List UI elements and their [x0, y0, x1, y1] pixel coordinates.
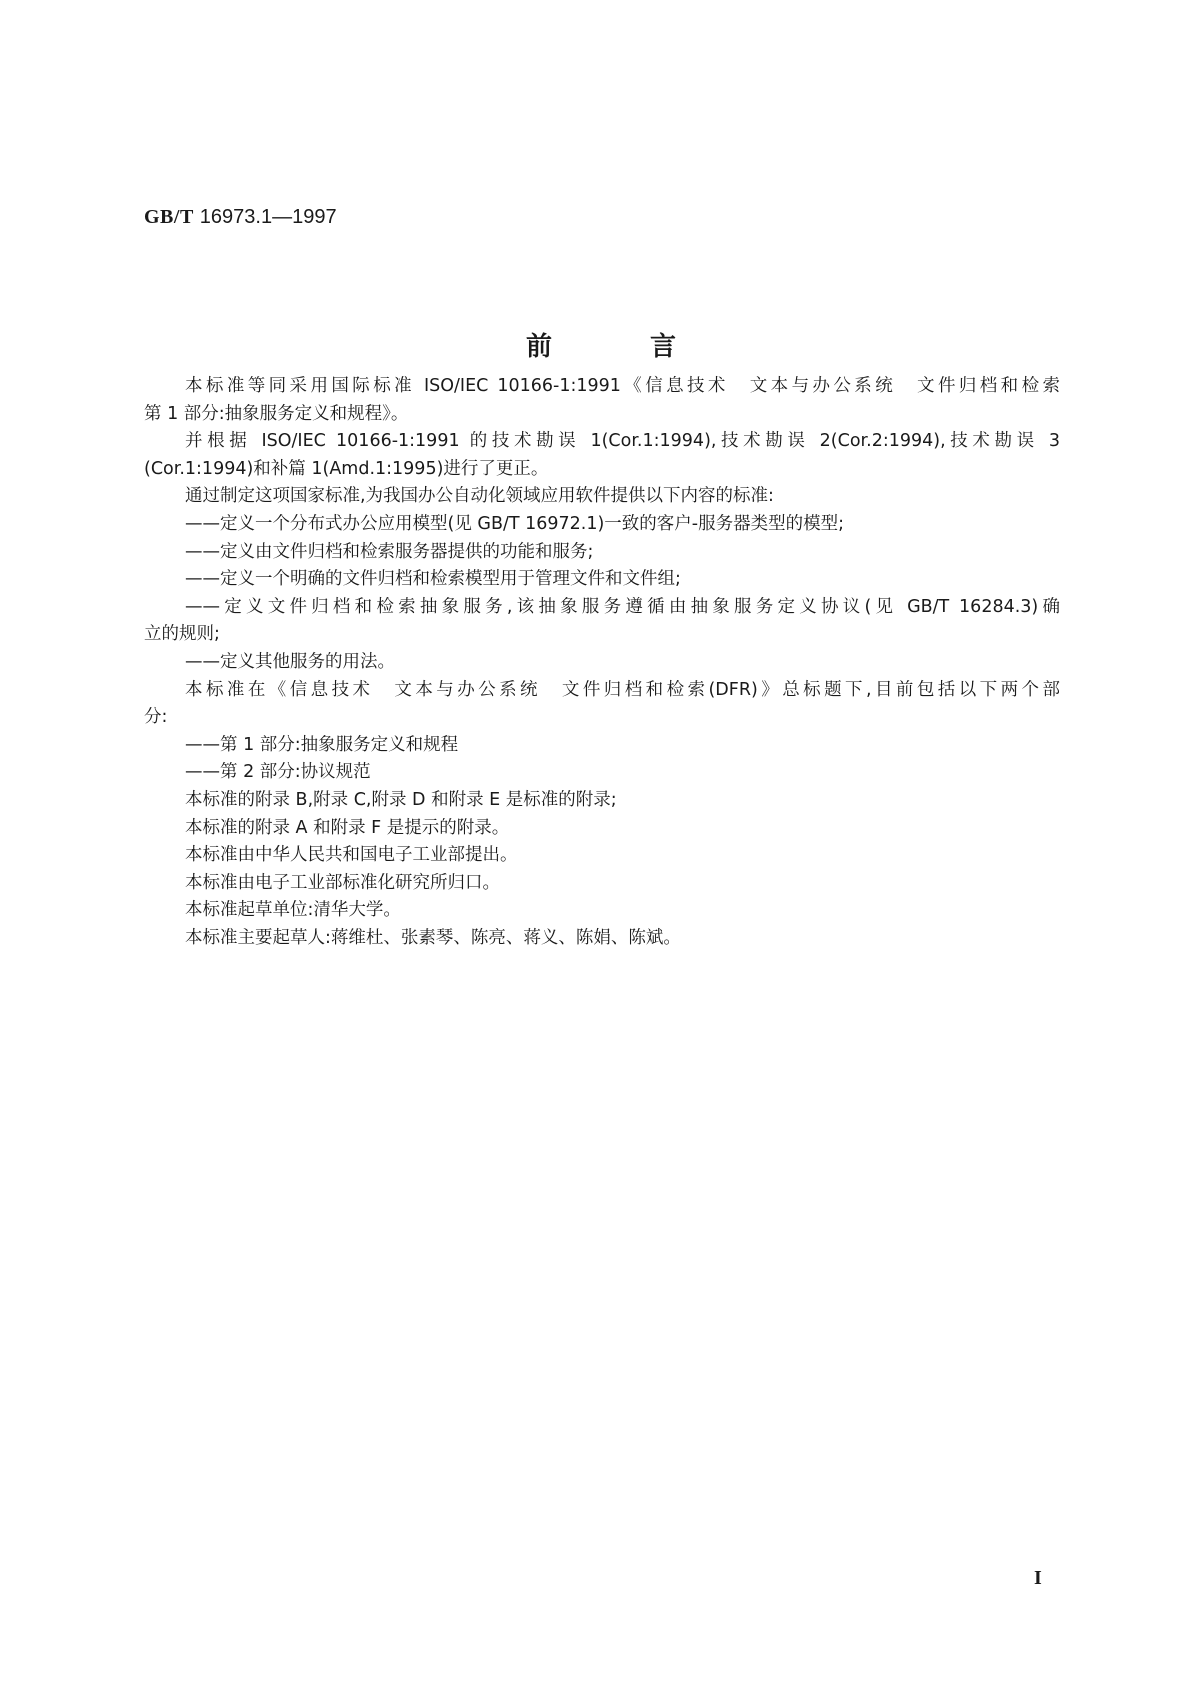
list-item: ——定义由文件归档和检索服务器提供的功能和服务;: [185, 541, 594, 562]
paragraph-line: 本标准主要起草人:蒋维杜、张素琴、陈亮、蒋义、陈娟、陈斌。: [185, 927, 681, 948]
paragraph-line: (Cor.1:1994)和补篇 1(Amd.1:1995)进行了更正。: [144, 458, 549, 479]
standard-code: [144, 206, 337, 229]
paragraph-line: 本标准的附录 B,附录 C,附录 D 和附录 E 是标准的附录;: [185, 789, 617, 810]
list-item-continuation: 立的规则;: [144, 624, 220, 645]
paragraph-line: 本标准的附录 A 和附录 F 是提示的附录。: [185, 817, 510, 838]
paragraph-line: 本标准等同采用国际标准 ISO/IEC 10166-1:1991《信息技术 文本与办公系统 文件归档和检索: [185, 376, 1060, 396]
list-item: ——第 1 部分:抽象服务定义和规程: [185, 734, 459, 755]
paragraph-line: 通过制定这项国家标准,为我国办公自动化领域应用软件提供以下内容的标准:: [185, 486, 774, 507]
page-number: I: [1034, 1567, 1042, 1589]
paragraph-line: 本标准由中华人民共和国电子工业部提出。: [185, 845, 518, 866]
list-item: ——定义文件归档和检索抽象服务,该抽象服务遵循由抽象服务定义协议(见 GB/T 16284.3)确: [185, 596, 1060, 617]
list-item: ——第 2 部分:协议规范: [185, 762, 371, 783]
list-item: ——定义其他服务的用法。: [185, 651, 395, 672]
paragraph-line: 并根据 ISO/IEC 10166-1:1991 的技术勘误 1(Cor.1:1994),技术勘误 2(Cor.2:1994),技术勘误 3: [185, 431, 1060, 452]
foreword-body: [144, 373, 1060, 952]
list-item: ——定义一个明确的文件归档和检索模型用于管理文件和文件组;: [185, 569, 681, 590]
paragraph-line: 本标准起草单位:清华大学。: [185, 900, 401, 921]
paragraph-line: 第 1 部分:抽象服务定义和规程》。: [144, 403, 409, 424]
title-char-1: 前: [526, 332, 553, 362]
standard-prefix: GB/T: [144, 206, 194, 228]
paragraph-line: 分:: [144, 707, 168, 728]
title-char-2: 言: [650, 332, 677, 362]
paragraph-line: 本标准由电子工业部标准化研究所归口。: [185, 872, 500, 893]
standard-number: 16973.1—1997: [199, 206, 337, 228]
paragraph-line: 本标准在《信息技术 文本与办公系统 文件归档和检索(DFR)》总标题下,目前包括以下两个部: [185, 679, 1060, 700]
list-item: ——定义一个分布式办公应用模型(见 GB/T 16972.1)一致的客户-服务器类型的模型;: [185, 513, 845, 534]
